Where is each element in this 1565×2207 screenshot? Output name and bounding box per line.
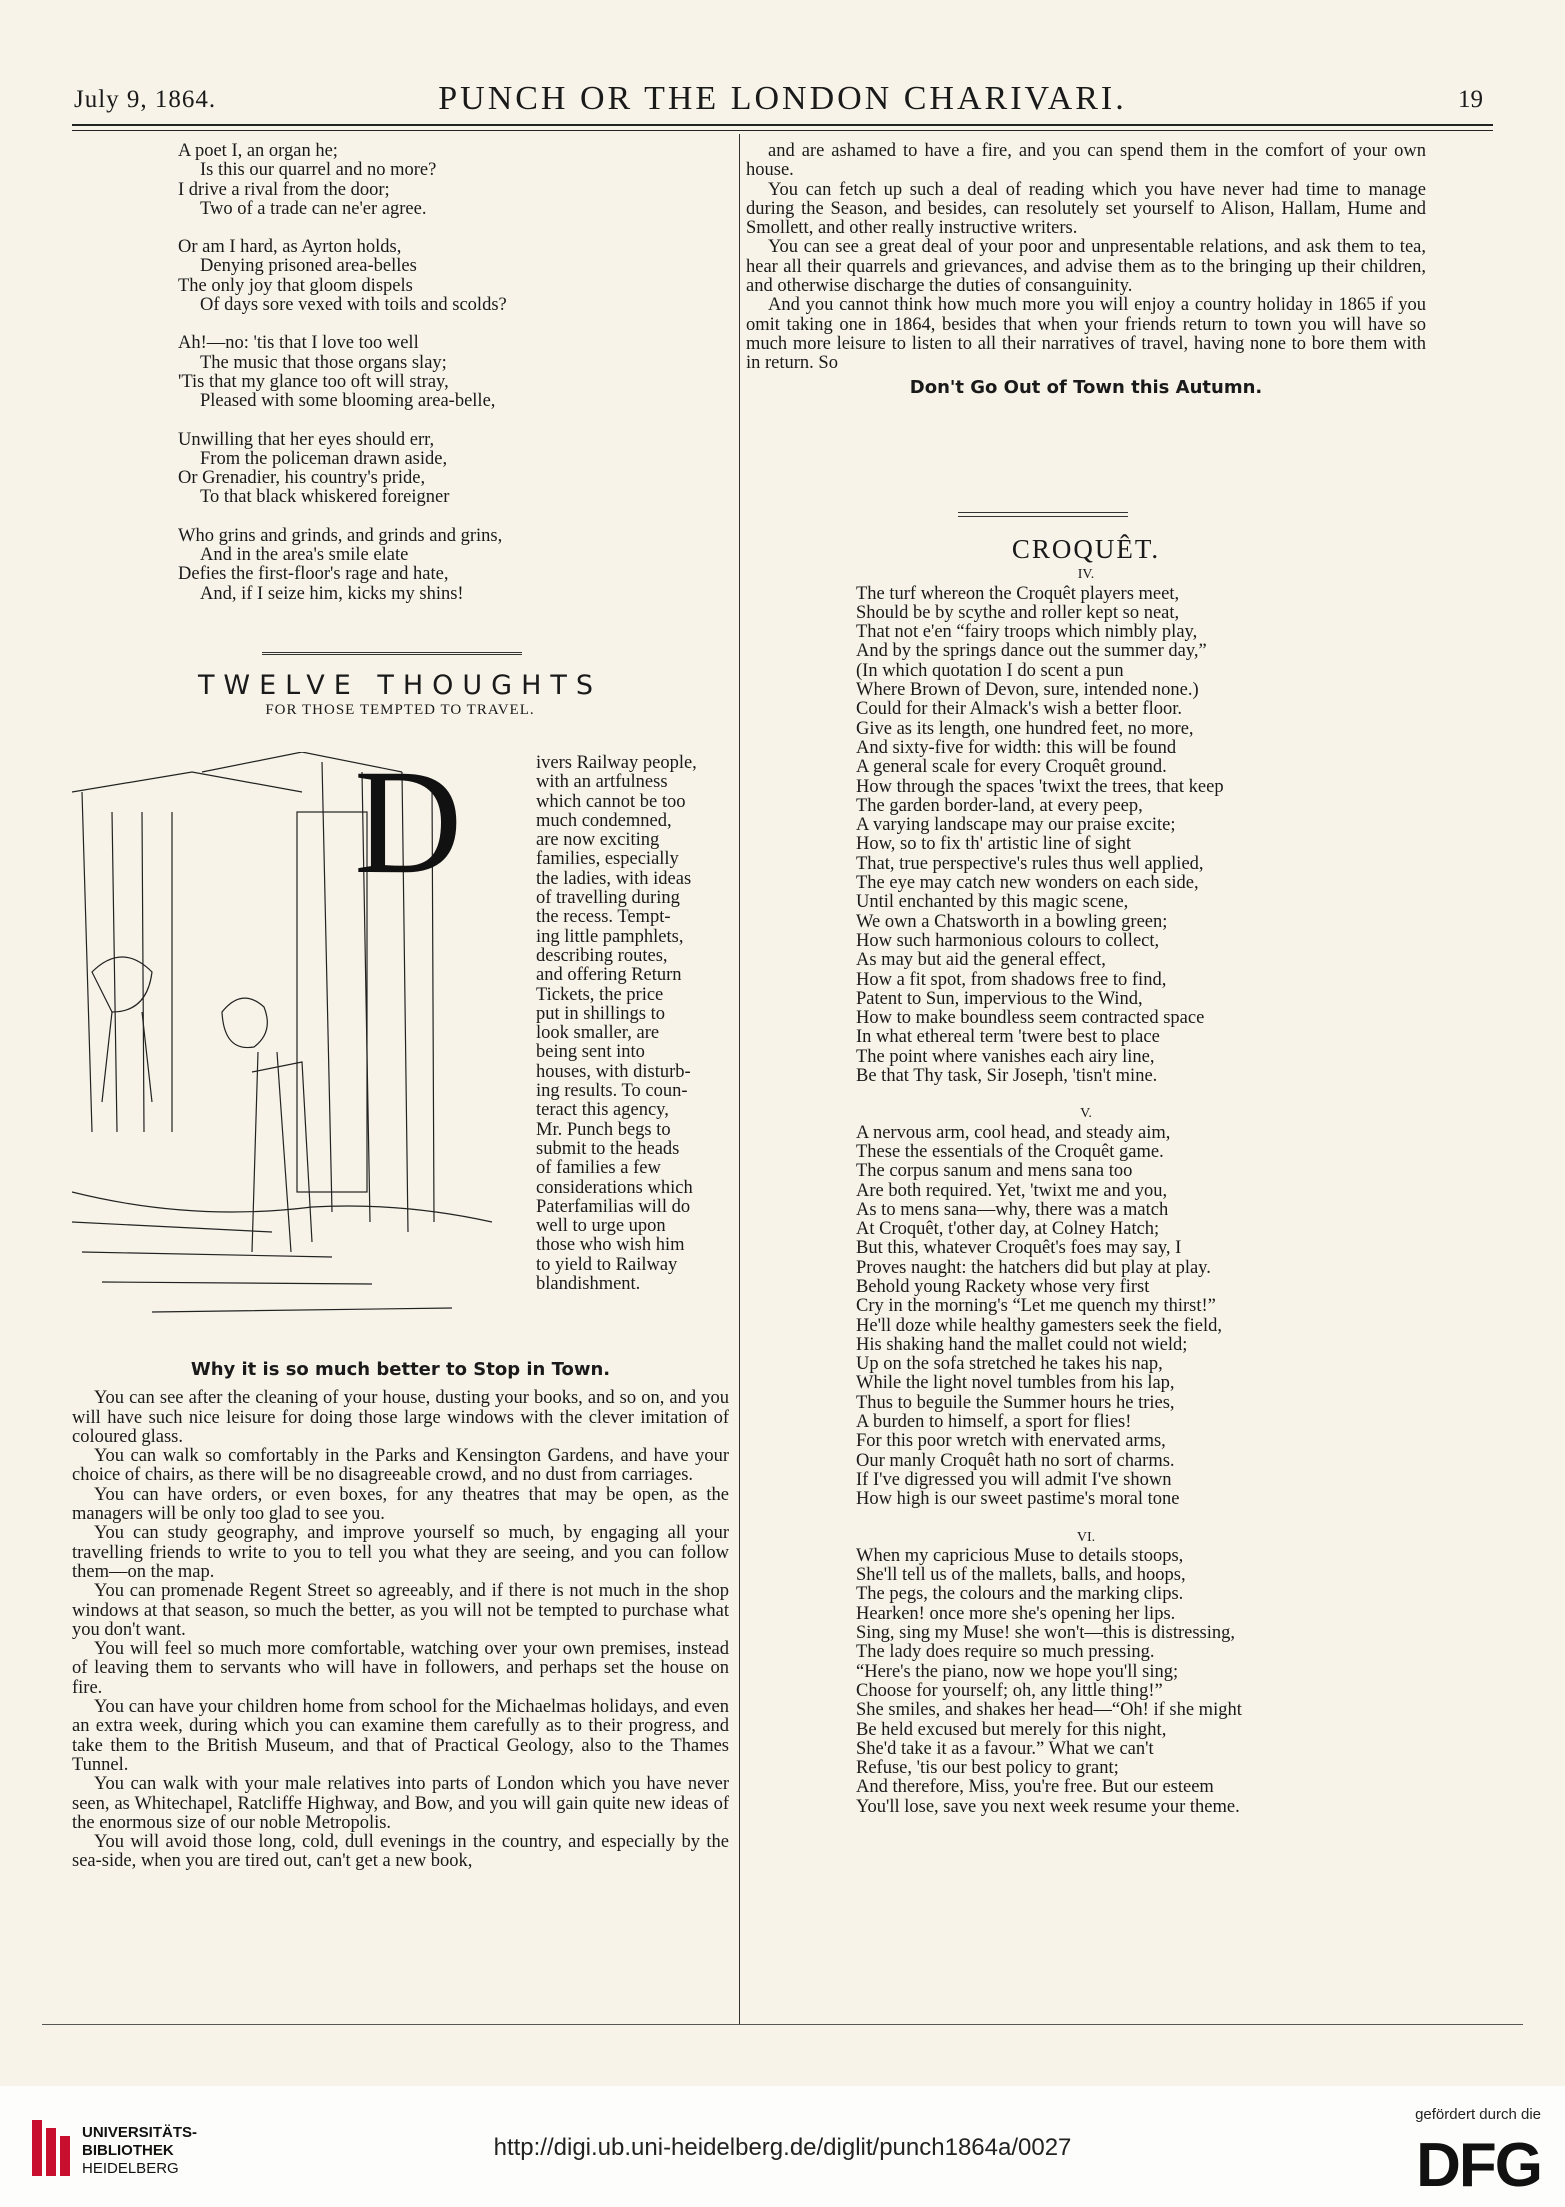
croquet-poem (746, 534, 1426, 1817)
verse-line: How high is our sweet pastime's moral tone (856, 1489, 1180, 1510)
intro-line: ing results. To coun- (536, 1081, 688, 1102)
body-paragraph: You can see a great deal of your poor and unpresentable relations, and ask them to tea, hear all their quarrels and grievances, and advise them as to the bringing up their children, and otherwise discharge the duties of consanguinity. (746, 237, 1426, 297)
verse-line: How to make boundless seem contracted space (856, 1008, 1205, 1029)
intro-line: well to urge upon (536, 1216, 666, 1237)
verse-line: The lady does require so much pressing. (856, 1642, 1155, 1663)
page-header (72, 78, 1493, 118)
verse-line: Choose for yourself; oh, any little thing!” (856, 1680, 1163, 1701)
poem-line: Ah!—no: 'tis that I love too well (178, 333, 419, 354)
header-rule-thin (72, 130, 1493, 131)
intro-line: the ladies, with ideas (536, 868, 692, 889)
verse-line: We own a Chatsworth in a bowling green; (856, 911, 1168, 932)
issue-date: July 9, 1864. (74, 86, 217, 113)
poem-line: Denying prisoned area-belles (200, 256, 417, 277)
verse-line: Could for their Almack's wish a better floor. (856, 699, 1182, 720)
article-subhead: Why it is so much better to Stop in Town. (190, 1359, 611, 1380)
intro-line: look smaller, are (536, 1023, 660, 1044)
poem-separator (262, 652, 522, 655)
beach-huts-illustration (72, 752, 532, 1342)
intro-line: being sent into (536, 1042, 645, 1063)
page-bottom-rule (42, 2024, 1523, 2025)
verse-line: Sing, sing my Muse! she won't—this is distressing, (856, 1623, 1236, 1644)
poem-line: I drive a rival from the door; (178, 179, 390, 200)
poem-line: To that black whiskered foreigner (200, 487, 450, 508)
poem-line: Unwilling that her eyes should err, (178, 429, 435, 450)
verse-line: A burden to himself, a sport for flies! (856, 1412, 1132, 1433)
poem-line: Who grins and grinds, and grinds and grins, (178, 525, 503, 546)
poem-line: Of days sore vexed with toils and scolds? (200, 295, 507, 316)
twelve-thoughts-heading (100, 670, 700, 721)
article-intro (536, 754, 731, 1294)
verse-line: Cry in the morning's “Let me quench my thirst!” (856, 1296, 1216, 1317)
croquet-sections (746, 565, 1426, 1817)
article-body (72, 1360, 729, 1872)
verse-line: As may but aid the general effect, (856, 950, 1106, 971)
verse-line: Hearken! once more she's opening her lips. (856, 1603, 1176, 1624)
article-subtitle: FOR THOSE TEMPTED TO TRAVEL. (265, 702, 535, 719)
poem-line: Pleased with some blooming area-belle, (200, 391, 496, 412)
verse-line: Give as its length, one hundred feet, no more, (856, 718, 1194, 739)
intro-line: houses, with disturb- (536, 1061, 691, 1082)
poem-stanza (178, 527, 698, 604)
verse-line: That, true perspective's rules thus well applied, (856, 853, 1204, 874)
verse-line: For this poor wretch with enervated arms, (856, 1431, 1166, 1452)
intro-line: put in shillings to (536, 1003, 666, 1024)
verse-line: “Here's the piano, now we hope you'll sing; (856, 1661, 1179, 1682)
body-paragraph: You can walk with your male relatives into parts of London which you have never seen, as Whitechapel, Ratcliffe Highway, and Bow, and you will gain quite new ideas of the enormous size of our noble Metropolis. (72, 1774, 729, 1833)
verse-line: These the essentials of the Croquêt game. (856, 1141, 1164, 1162)
header-rule (72, 124, 1493, 126)
intro-line: ivers Railway people, (536, 753, 697, 773)
column-divider (739, 134, 740, 2024)
verse-line: When my capricious Muse to details stoops, (856, 1545, 1184, 1566)
intro-line: teract this agency, (536, 1100, 669, 1121)
verse-line: And by the springs dance out the summer day,” (856, 641, 1207, 662)
poem-line: 'Tis that my glance too oft will stray, (178, 371, 449, 392)
verse-line: While the light novel tumbles from his lap, (856, 1373, 1175, 1394)
verse-line: At Croquêt, t'other day, at Colney Hatch; (856, 1219, 1160, 1240)
article-title: TWELVE THOUGHTS (197, 670, 603, 701)
body-paragraph: and are ashamed to have a fire, and you can spend them in the comfort of your own house. (746, 141, 1426, 181)
verse-line: The point where vanishes each airy line, (856, 1046, 1155, 1067)
poem-line: From the policeman drawn aside, (200, 448, 448, 469)
body-paragraph: You can fetch up such a deal of reading which you have never had time to manage during the Season, and besides, can resolutely set yourself to Alison, Hallam, Hume and Smollett, and other really instructive writers. (746, 179, 1426, 239)
poem-line: Or am I hard, as Ayrton holds, (178, 237, 402, 258)
croquet-title: CROQUÊT. (1011, 534, 1161, 564)
body-paragraph: You can promenade Regent Street so agreeably, and if there is not much in the shop windows at that season, so much the better, as you will not be tempted to purchase what you don't want. (72, 1581, 729, 1640)
poem-line: And in the area's smile elate (200, 545, 409, 566)
intro-line: those who wish him (536, 1235, 685, 1256)
verse-line: How, so to fix th' artistic line of sight (856, 834, 1131, 855)
article-paragraphs (72, 1389, 729, 1871)
verse-line: Should be by scythe and roller kept so neat, (856, 602, 1180, 623)
section-lines (746, 1124, 1426, 1510)
drop-cap-letter: D (354, 752, 463, 905)
verse-line: A general scale for every Croquêt ground. (856, 757, 1167, 778)
verse-line: How a fit spot, from shadows free to find, (856, 969, 1167, 990)
closing-headline: Don't Go Out of Town this Autumn. (909, 376, 1263, 398)
verse-line: A varying landscape may our praise excite; (856, 815, 1176, 836)
verse-line: Thus to beguile the Summer hours he tries, (856, 1392, 1175, 1413)
intro-line: are now exciting (536, 830, 660, 851)
verse-line: She smiles, and shakes her head—“Oh! if she might (856, 1700, 1242, 1721)
intro-line: much condemned, (536, 810, 672, 831)
section-numeral: IV. (1077, 567, 1095, 583)
library-name: UNIVERSITÄTS- BIBLIOTHEK HEIDELBERG (82, 2124, 198, 2177)
body-paragraph: You can study geography, and improve yourself so much, by engaging all your travelling friends to write to you to tell you what they are seeing, and you can follow them—on the map. (72, 1523, 729, 1582)
section-lines (746, 585, 1426, 1087)
verse-line: Proves naught: the hatchers did but play at play. (856, 1257, 1211, 1278)
intro-line: of families a few (536, 1158, 661, 1179)
verse-line: The corpus sanum and mens sana too (856, 1161, 1133, 1182)
section-numeral: V. (1080, 1106, 1092, 1122)
intro-line: considerations which (536, 1177, 693, 1198)
verse-line: (In which quotation I do scent a pun (856, 660, 1124, 681)
verse-line: Behold young Rackety whose very first (856, 1276, 1150, 1297)
verse-line: The turf whereon the Croquêt players meet, (856, 583, 1180, 604)
poem-stanza (178, 334, 698, 411)
right-column-article (746, 142, 1426, 397)
publication-title: PUNCH OR THE LONDON CHARIVARI. (438, 80, 1127, 117)
intro-line: Mr. Punch begs to (536, 1119, 671, 1140)
poem-line: Defies the first-floor's rage and hate, (178, 564, 449, 585)
verse-line: The pegs, the colours and the marking clips. (856, 1584, 1184, 1605)
poem-stanza (178, 431, 698, 508)
intro-line: submit to the heads (536, 1138, 680, 1159)
poem-line: And, if I seize him, kicks my shins! (200, 583, 464, 604)
intro-line: Tickets, the price (536, 984, 664, 1005)
intro-line: blandishment. (536, 1274, 641, 1295)
verse-line: Be held excused but merely for this night, (856, 1719, 1167, 1740)
body-paragraph: You can walk so comfortably in the Parks and Kensington Gardens, and have your choice of chairs, as there will be no disagreeable crowd, and no dust from carriages. (72, 1446, 729, 1486)
body-paragraph: And you cannot think how much more you will enjoy a country holiday in 1865 if you omit taking one in 1864, besides that when your friends return to town you will have so much more leisure to listen to all their narratives of travel, having none to bore them with in return. So (746, 295, 1426, 374)
croquet-separator-2 (958, 516, 1128, 517)
body-paragraph: You can have orders, or even boxes, for any theatres that may be open, as the managers will be only too glad to see you. (72, 1484, 729, 1525)
verse-line: But this, whatever Croquêt's foes may say, I (856, 1238, 1182, 1259)
section-lines (746, 1547, 1426, 1817)
verse-line: How such harmonious colours to collect, (856, 930, 1160, 951)
poem-stanza (178, 142, 698, 219)
verse-line: A nervous arm, cool head, and steady aim, (856, 1122, 1171, 1143)
intro-line: describing routes, (536, 945, 668, 966)
verse-line: That not e'en “fairy troops which nimbly play, (856, 622, 1198, 643)
croquet-section (746, 1104, 1426, 1509)
continued-paragraphs (746, 142, 1426, 374)
intro-line: and offering Return (536, 965, 682, 986)
verse-line: Up on the sofa stretched he takes his nap, (856, 1354, 1163, 1375)
intro-line: the recess. Tempt- (536, 907, 671, 928)
digitization-footer (0, 2086, 1565, 2207)
section-numeral: VI. (1076, 1529, 1096, 1545)
verse-line: In what ethereal term 'twere best to place (856, 1027, 1160, 1048)
source-url-link[interactable]: http://digi.ub.uni-heidelberg.de/diglit/punch1864a/0027 (493, 2134, 1072, 2161)
croquet-section (746, 565, 1426, 1086)
verse-line: She'll tell us of the mallets, balls, and hoops, (856, 1565, 1186, 1586)
poem-line: The only joy that gloom dispels (178, 275, 413, 296)
croquet-section (746, 1528, 1426, 1817)
verse-line: He'll doze while healthy gamesters seek the field, (856, 1315, 1223, 1336)
poem-line: Is this our quarrel and no more? (200, 160, 437, 181)
left-poem (178, 142, 698, 623)
verse-line: Until enchanted by this magic scene, (856, 892, 1129, 913)
verse-line: Patent to Sun, impervious to the Wind, (856, 988, 1143, 1009)
verse-line: She'd take it as a favour.” What we can't (856, 1738, 1154, 1759)
intro-line: ing little pamphlets, (536, 926, 684, 947)
intro-line: with an artfulness (536, 772, 668, 793)
verse-line: The garden border-land, at every peep, (856, 795, 1143, 816)
page-number: 19 (1458, 86, 1483, 113)
body-paragraph: You can have your children home from school for the Michaelmas holidays, and even an extra week, during which you can examine them carefully as to their progress, and take them to the British Museum, and that of Practical Geology, also to the Thames Tunnel. (72, 1697, 729, 1775)
funding-label: gefördert durch die (1415, 2106, 1541, 2123)
intro-line: of travelling during (536, 888, 680, 909)
verse-line: Refuse, 'tis our best policy to grant; (856, 1758, 1119, 1779)
croquet-separator (958, 512, 1128, 513)
verse-line: Our manly Croquêt hath no sort of charms. (856, 1450, 1175, 1471)
verse-line: As to mens sana—why, there was a match (856, 1199, 1169, 1220)
verse-line: Be that Thy task, Sir Joseph, 'tisn't mine. (856, 1066, 1158, 1087)
body-paragraph: You can see after the cleaning of your house, dusting your books, and so on, and you will have such nice leisure for doing those large windows with the clever imitation of coloured glass. (72, 1388, 729, 1447)
verse-line: Are both required. Yet, 'twixt me and you, (856, 1180, 1168, 1201)
poem-stanza (178, 238, 698, 315)
intro-line: Paterfamilias will do (536, 1196, 691, 1217)
verse-line: And sixty-five for width: this will be found (856, 737, 1177, 758)
poem-line: Two of a trade can ne'er agree. (200, 198, 427, 219)
body-paragraph: You will avoid those long, cold, dull evenings in the country, and especially by the sea-side, when you are tired out, can't get a new book, (72, 1832, 729, 1872)
poem-line: Or Grenadier, his country's pride, (178, 468, 426, 489)
dfg-logo: DFG (1416, 2131, 1541, 2200)
verse-line: Where Brown of Devon, sure, intended none.) (856, 680, 1199, 701)
verse-line: His shaking hand the mallet could not wield; (856, 1334, 1188, 1355)
poem-line: The music that those organs slay; (200, 352, 447, 373)
verse-line: If I've digressed you will admit I've shown (856, 1469, 1172, 1490)
body-paragraph: You will feel so much more comfortable, watching over your own premises, instead of leaving them to servants who will have in followers, and perhaps set the house on fire. (72, 1639, 729, 1698)
intro-line: families, especially (536, 849, 679, 870)
intro-line: which cannot be too (536, 791, 686, 812)
verse-line: How through the spaces 'twixt the trees, that keep (856, 776, 1224, 797)
intro-line: to yield to Railway (536, 1254, 678, 1275)
verse-line: The eye may catch new wonders on each side, (856, 873, 1199, 894)
poem-line: A poet I, an organ he; (178, 141, 338, 161)
verse-line: You'll lose, save you next week resume your theme. (856, 1796, 1240, 1817)
verse-line: And therefore, Miss, you're free. But our esteem (856, 1777, 1214, 1798)
